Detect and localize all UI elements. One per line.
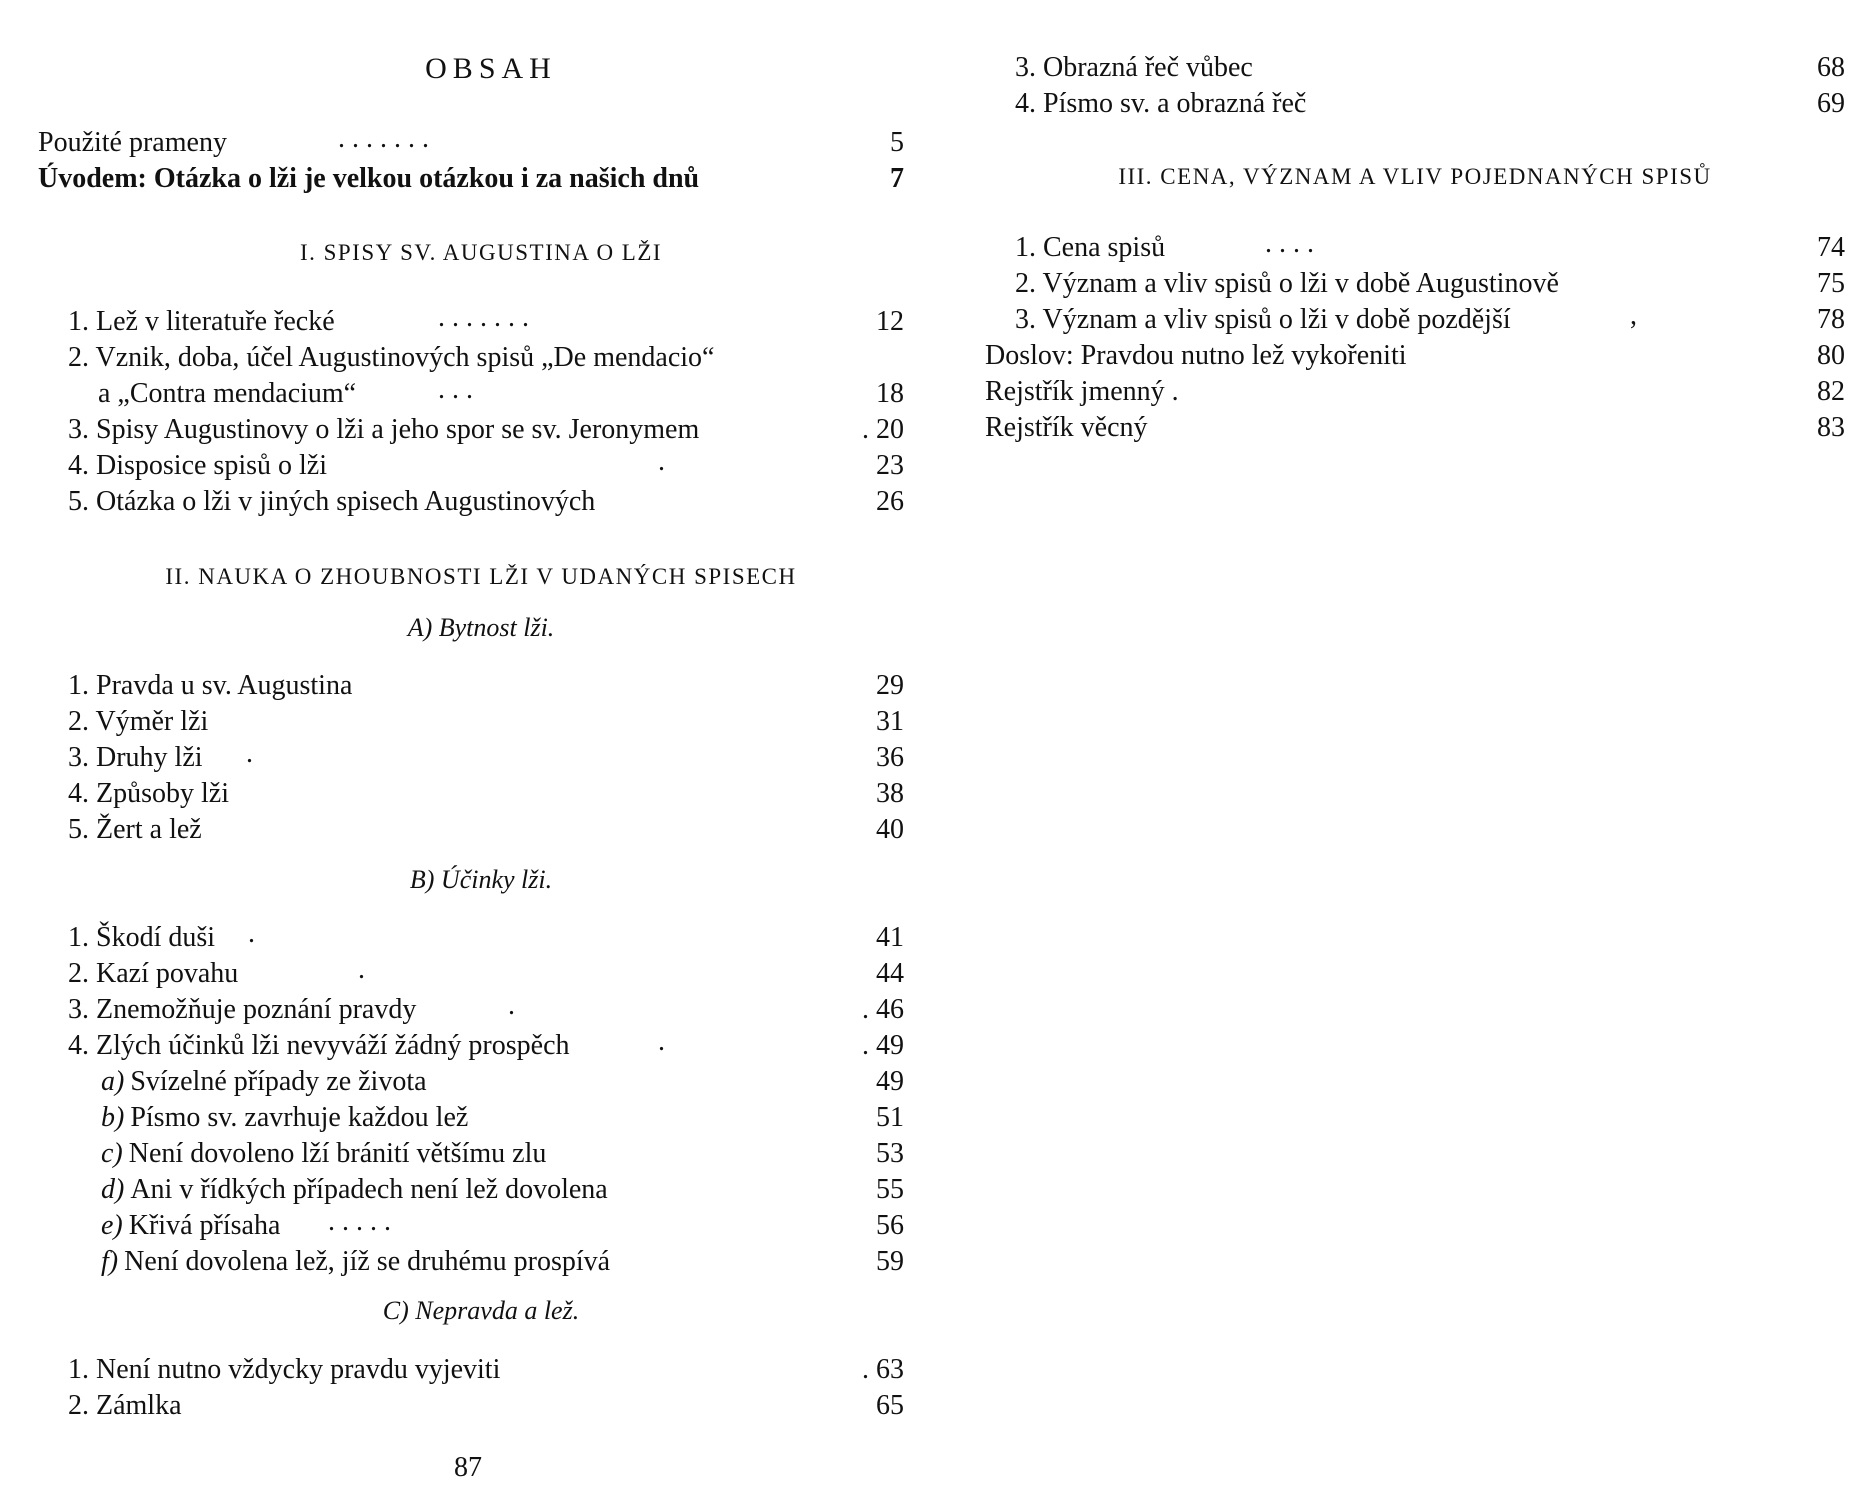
toc-entry: 3. Spisy Augustinovy o lži a jeho spor se sv. Jeronymem . 20	[38, 412, 904, 448]
page-number: 59	[876, 1246, 904, 1277]
page-number: 36	[876, 742, 904, 773]
leader-dots: ,	[1630, 300, 1637, 331]
page-number: 55	[876, 1174, 904, 1205]
leader-dots: . . . . . . .	[338, 123, 429, 154]
toc-entry: 3. Druhy lži . 36	[38, 740, 904, 776]
page-number: . 63	[862, 1354, 904, 1385]
page-number: . 49	[862, 1030, 904, 1061]
page-number: 53	[876, 1138, 904, 1169]
page-number: 65	[876, 1390, 904, 1421]
leader-dots: . . . . .	[328, 1206, 391, 1237]
toc-entry: 1. Není nutno vždycky pravdu vyjeviti . 63	[38, 1352, 904, 1388]
leader-dots: .	[658, 1026, 665, 1057]
page-number: 82	[1817, 376, 1845, 407]
page-footer-number: 87	[454, 1452, 482, 1483]
page-number: 68	[1817, 52, 1845, 83]
toc-entry: 3. Znemožňuje poznání pravdy . . 46	[38, 992, 904, 1028]
leader-dots: .	[658, 446, 665, 477]
leader-dots: . . .	[438, 374, 473, 405]
page-number: 40	[876, 814, 904, 845]
leader-dots: .	[248, 918, 255, 949]
toc-entry: 3. Význam a vliv spisů o lži v době pozdější , 78	[985, 302, 1845, 338]
section-heading: II. NAUKA O ZHOUBNOSTI LŽI V UDANÝCH SPISECH	[165, 564, 797, 589]
toc-entry: Úvodem: Otázka o lži je velkou otázkou i za našich dnů 7	[38, 161, 904, 197]
page-number: 23	[876, 450, 904, 481]
toc-entry: 5. Žert a lež 40	[38, 812, 904, 848]
subsection-heading: C) Nepravda a lež.	[382, 1296, 580, 1325]
page-number: 74	[1817, 232, 1845, 263]
page-number: 69	[1817, 88, 1845, 119]
leader-dots: .	[508, 990, 515, 1021]
toc-entry: 1. Pravda u sv. Augustina 29	[38, 668, 904, 704]
item-letter: e)	[101, 1210, 123, 1241]
toc-entry: 4. Způsoby lži 38	[38, 776, 904, 812]
page-number: 80	[1817, 340, 1845, 371]
page-number: 7	[890, 163, 904, 194]
toc-entry: 2. Zámlka 65	[38, 1388, 904, 1424]
toc-entry: 2. Výměr lži 31	[38, 704, 904, 740]
toc-entry: 5. Otázka o lži v jiných spisech Augustinových 26	[38, 484, 904, 520]
page-number: 41	[876, 922, 904, 953]
toc-entry: d) Ani v řídkých případech není lež dovolena 55	[38, 1172, 904, 1208]
subsection-heading: A) Bytnost lži.	[407, 613, 555, 642]
toc-entry: Použité prameny . . . . . . . 5	[38, 125, 904, 161]
leader-dots: .	[358, 954, 365, 985]
item-letter: a)	[101, 1066, 125, 1097]
toc-entry: 4. Disposice spisů o lži . 23	[38, 448, 904, 484]
toc-entry: b) Písmo sv. zavrhuje každou lež 51	[38, 1100, 904, 1136]
toc-entry: a) Svízelné případy ze života 49	[38, 1064, 904, 1100]
item-letter: b)	[101, 1102, 125, 1133]
toc-entry: c) Není dovoleno lží bránití většímu zlu 53	[38, 1136, 904, 1172]
page-number: 51	[876, 1102, 904, 1133]
page-number: 18	[876, 378, 904, 409]
toc-entry: 1. Škodí duši . 41	[38, 920, 904, 956]
page-number: 31	[876, 706, 904, 737]
page-number: . 46	[862, 994, 904, 1025]
page-number: . 20	[862, 414, 904, 445]
leader-dots: . . . . . . .	[438, 302, 529, 333]
page-number: 5	[890, 127, 904, 158]
page-number: 56	[876, 1210, 904, 1241]
toc-entry: 1. Cena spisů . . . . 74	[985, 230, 1845, 266]
page-number: 83	[1817, 412, 1845, 443]
leader-dots: .	[246, 738, 253, 769]
section-heading: III. CENA, VÝZNAM A VLIV POJEDNANÝCH SPISŮ	[1118, 164, 1712, 189]
page-number: 26	[876, 486, 904, 517]
item-letter: c)	[101, 1138, 123, 1169]
toc-entry: a „Contra mendacium“ . . . 18	[38, 376, 904, 412]
page-number: 75	[1817, 268, 1845, 299]
toc-entry: Doslov: Pravdou nutno lež vykořeniti 80	[985, 338, 1845, 374]
toc-entry: Rejstřík věcný 83	[985, 410, 1845, 446]
page-number: 78	[1817, 304, 1845, 335]
item-letter: f)	[101, 1246, 119, 1277]
subsection-heading: B) Účinky lži.	[409, 865, 553, 894]
toc-entry: 4. Zlých účinků lži nevyváží žádný prospěch . . 49	[38, 1028, 904, 1064]
toc-entry: 2. Význam a vliv spisů o lži v době Augustinově 75	[985, 266, 1845, 302]
toc-entry: 2. Vznik, doba, účel Augustinových spisů „De mendacio“	[68, 342, 715, 373]
toc-entry: 1. Lež v literatuře řecké . . . . . . . 12	[38, 304, 904, 340]
page-number: 44	[876, 958, 904, 989]
toc-entry: f) Není dovolena lež, jíž se druhému prospívá 59	[38, 1244, 904, 1280]
page-number: 38	[876, 778, 904, 809]
toc-entry: 2. Kazí povahu . 44	[38, 956, 904, 992]
item-letter: d)	[101, 1174, 125, 1205]
toc-entry: Rejstřík jmenný . 82	[985, 374, 1845, 410]
toc-title: OBSAH	[425, 52, 557, 85]
toc-entry: 4. Písmo sv. a obrazná řeč 69	[985, 86, 1845, 122]
section-heading: I. SPISY SV. AUGUSTINA O LŽI	[299, 240, 663, 265]
page-number: 12	[876, 306, 904, 337]
page-number: 49	[876, 1066, 904, 1097]
page-number: 29	[876, 670, 904, 701]
leader-dots: . . . .	[1265, 228, 1314, 259]
toc-entry: e) Křivá přísaha . . . . . 56	[38, 1208, 904, 1244]
toc-entry: 3. Obrazná řeč vůbec 68	[985, 50, 1845, 86]
